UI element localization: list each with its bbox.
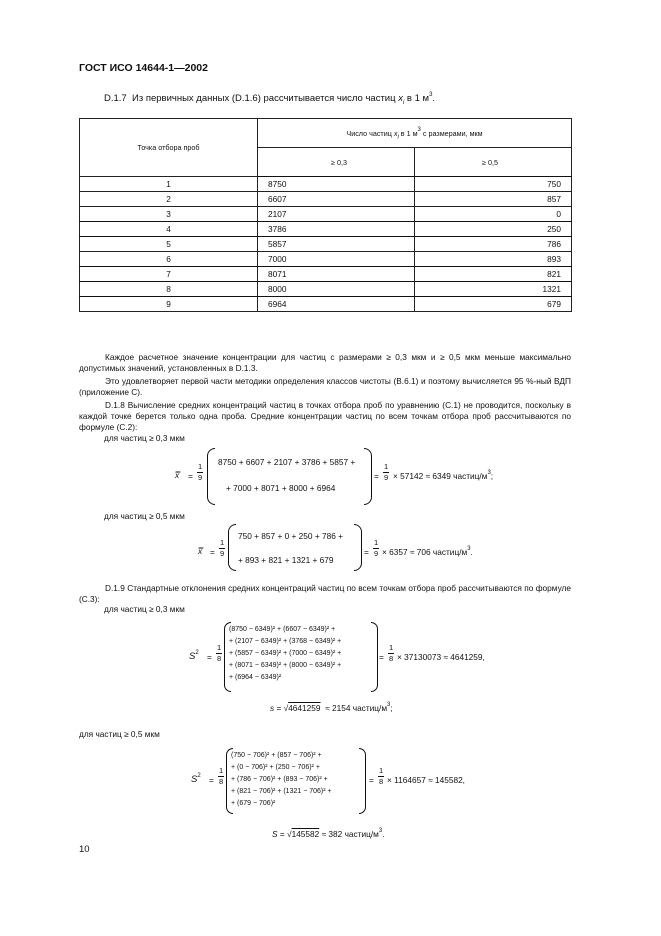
table-row	[80, 267, 572, 282]
table-row	[80, 282, 572, 297]
f3-line: + (2107 − 6349)² + (3768 − 6349)² +	[229, 638, 342, 645]
f3-result: × 37130073 ≈ 4641259,	[397, 652, 485, 662]
page-number: 10	[79, 844, 90, 855]
f3b-eq: = √	[276, 703, 289, 713]
f2-den: 9	[220, 548, 225, 558]
cell-value-03: 6607	[258, 192, 415, 207]
cell-value-03: 7000	[258, 252, 415, 267]
f4-lhs-exp: 2	[197, 772, 201, 779]
cell-value-03: 8750	[258, 177, 415, 192]
f4-line: + (786 − 706)² + (893 − 706)² +	[231, 776, 328, 783]
paragraph-1: Каждое расчетное значение концентрации для частиц с размерами ≥ 0,3 мкм и ≥ 0,5 мкм меньше максимально допустимых значений, установленных в D.1.3.	[79, 352, 571, 374]
section-exp: 3	[429, 91, 433, 98]
cell-point: 2	[80, 192, 258, 207]
var-x: x	[398, 93, 403, 104]
f4b-end: .	[382, 829, 385, 839]
formula-s-05	[272, 829, 385, 839]
concentration-table	[79, 118, 572, 312]
cell-value-05: 750	[415, 177, 572, 192]
cell-value-03: 5857	[258, 237, 415, 252]
cell-value-05: 786	[415, 237, 572, 252]
f4b-exp: 3	[378, 828, 383, 835]
cell-point: 8	[80, 282, 258, 297]
cell-point: 6	[80, 252, 258, 267]
f1-line1: 8750 + 6607 + 2107 + 3786 + 5857 +	[218, 457, 356, 467]
f3-num: 1	[217, 643, 222, 652]
table-row	[80, 297, 572, 312]
f3b-end: ;	[390, 703, 393, 713]
f2-line2: + 893 + 821 + 1321 + 679	[238, 555, 334, 565]
table-row	[80, 177, 572, 192]
table-row	[80, 207, 572, 222]
f1-line2: + 7000 + 8071 + 8000 + 6964	[226, 483, 336, 493]
header-count-sub: i	[397, 133, 399, 140]
f4-line: (750 − 706)² + (857 − 706)² +	[231, 752, 322, 759]
cell-value-05: 857	[415, 192, 572, 207]
table-row	[80, 252, 572, 267]
header-count-exp: 3	[417, 127, 421, 134]
f3-den: 8	[217, 653, 222, 663]
var-sub: i	[402, 99, 405, 106]
header-count	[258, 119, 572, 148]
table-row	[80, 222, 572, 237]
f3-lhs: S	[189, 651, 196, 662]
f4-line: + (679 − 706)²	[231, 800, 276, 807]
f4-right-bracket	[359, 748, 366, 814]
f3-line: + (5857 − 6349)² + (7000 − 6349)² +	[229, 650, 342, 657]
f1-exp: 3	[487, 470, 491, 477]
label-03-a: для частиц ≥ 0,3 мкм	[104, 433, 185, 443]
paragraph-4: D.1.9 Стандартные отклонения средних концентраций частиц по всем точкам отбора проб рассчитываются по формуле (С.3):	[79, 583, 571, 605]
f3-line: (8750 − 6349)² + (6607 − 6349)² +	[229, 626, 336, 633]
cell-point: 5	[80, 237, 258, 252]
f3b-lhs: s	[270, 703, 275, 713]
section-end: .	[432, 93, 436, 104]
f2-result: × 6357 ≈ 706 частиц/м	[382, 547, 468, 557]
cell-point: 4	[80, 222, 258, 237]
cell-value-05: 250	[415, 222, 572, 237]
cell-value-05: 893	[415, 252, 572, 267]
table-row	[80, 237, 572, 252]
f1-eq: =	[188, 471, 193, 481]
f1-left-bracket	[207, 448, 215, 505]
f4-num: 1	[219, 766, 224, 775]
cell-point: 7	[80, 267, 258, 282]
section-number: D.1.7	[104, 93, 127, 104]
header-count-size: с размерами, мкм	[422, 128, 483, 138]
header-count-text: Число частиц	[346, 128, 392, 138]
cell-value-05: 0	[415, 207, 572, 222]
f4-den: 8	[219, 776, 224, 786]
f2-eq: =	[210, 547, 215, 557]
subheader-05: ≥ 0,5	[415, 148, 572, 177]
section-d17	[104, 93, 435, 105]
f1-end: ;	[490, 471, 494, 481]
f4-lhs: S	[191, 774, 198, 785]
cell-value-05: 679	[415, 297, 572, 312]
f1-den: 9	[198, 472, 203, 482]
f4b-eq: = √	[279, 829, 292, 839]
subheader-03: ≥ 0,3	[258, 148, 415, 177]
document-header: ГОСТ ИСО 14644-1—2002	[79, 62, 208, 74]
f4-result: × 1164657 ≈ 145582,	[387, 775, 465, 785]
f1-num: 1	[198, 462, 203, 471]
f3-eq: =	[207, 652, 212, 662]
cell-value-03: 2107	[258, 207, 415, 222]
f2-exp: 3	[467, 546, 471, 553]
cell-point: 1	[80, 177, 258, 192]
f3b-exp: 3	[387, 702, 391, 709]
label-03-b: для частиц ≥ 0,3 мкм	[104, 604, 185, 614]
f3-line: + (6964 − 6349)²	[229, 674, 282, 681]
f4b-value: 145582	[291, 829, 320, 839]
f2-left-bracket	[228, 524, 236, 571]
header-point: Точка отбора проб	[80, 119, 258, 177]
section-tail: в 1 м	[406, 93, 430, 104]
paragraph-3: D.1.8 Вычисление средних концентраций частиц в точках отбора проб по уравнению (С.1) не проводится, поскольку в каждой точке берется только одна проба. Средние концентрации частиц по всем точкам отбора проб рассчитываются по формуле (С.2):	[79, 400, 571, 433]
f4b-lhs: S	[272, 829, 278, 839]
paragraph-2: Это удовлетворяет первой части методики определения классов чистоты (В.6.1) и поэтому вычисляется 95 %-ный ВДП (приложение С).	[79, 376, 571, 398]
f1-result: × 57142 ≈ 6349 частиц/м	[393, 471, 488, 481]
label-05-b: для частиц ≥ 0,5 мкм	[79, 729, 160, 739]
f2-lhs: x̿	[198, 546, 203, 556]
f2-end: .	[470, 547, 473, 557]
f4-line: + (821 − 706)² + (1321 − 706)² +	[231, 788, 332, 795]
formula-s-03	[270, 703, 393, 713]
cell-value-03: 6964	[258, 297, 415, 312]
cell-point: 3	[80, 207, 258, 222]
f2-right-bracket	[354, 524, 362, 571]
cell-point: 9	[80, 297, 258, 312]
f2-line1: 750 + 857 + 0 + 250 + 786 +	[238, 531, 343, 541]
cell-value-05: 821	[415, 267, 572, 282]
f3b-value: 4641259	[288, 703, 321, 713]
cell-value-03: 8000	[258, 282, 415, 297]
section-text: Из первичных данных (D.1.6) рассчитывается число частиц	[132, 93, 396, 104]
f1-lhs: x̿	[175, 470, 180, 480]
table-row	[80, 192, 572, 207]
f4-eq: =	[209, 775, 214, 785]
header-count-var: x	[393, 128, 398, 138]
f3-right-bracket	[371, 622, 378, 692]
cell-value-05: 1321	[415, 282, 572, 297]
f2-num: 1	[220, 538, 225, 547]
f4b-result: ≈ 382 частиц/м	[321, 829, 379, 839]
f3-line: + (8071 − 6349)² + (8000 − 6349)² +	[229, 662, 342, 669]
f4-line: + (0 − 706)² + (250 − 706)² +	[231, 764, 320, 771]
cell-value-03: 3786	[258, 222, 415, 237]
header-count-unit: в 1 м	[400, 128, 418, 138]
cell-value-03: 8071	[258, 267, 415, 282]
table-header-row	[80, 119, 572, 148]
f1-right-bracket	[364, 448, 372, 505]
label-05-a: для частиц ≥ 0,5 мкм	[104, 511, 185, 521]
f3-lhs-exp: 2	[195, 649, 199, 656]
f3b-result: ≈ 2154 частиц/м	[325, 703, 388, 713]
